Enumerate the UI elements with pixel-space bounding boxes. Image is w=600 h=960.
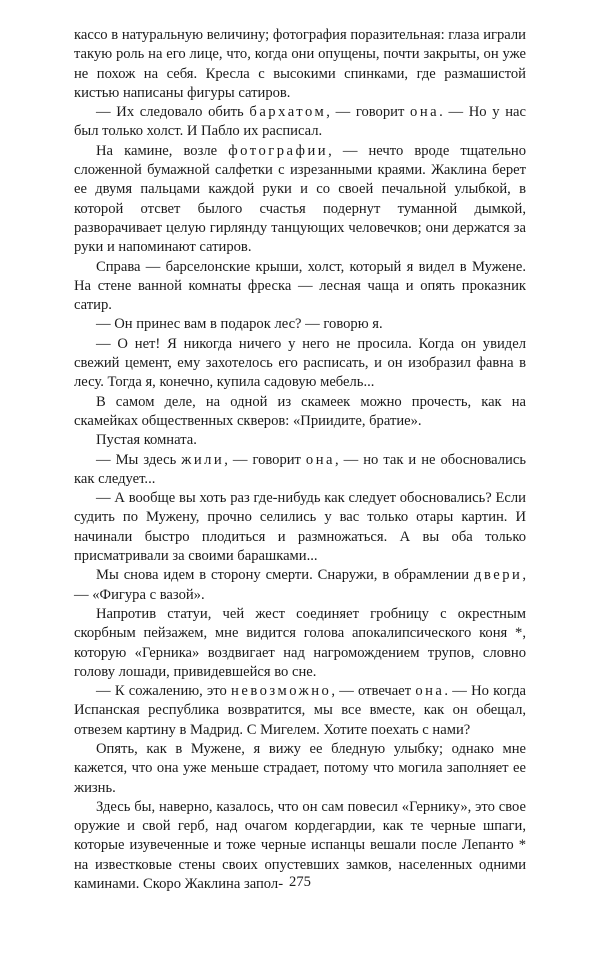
text-run: — Мы здесь <box>96 451 182 468</box>
page-text <box>74 26 526 894</box>
text-run: Опять, как в Мужене, я вижу ее бледную улыбку; однако мне кажется, что она уже меньше страдает, потому что могила заполняет ее жизнь. <box>74 740 526 796</box>
spaced-emphasis: бархатом <box>249 104 327 121</box>
paragraph <box>74 103 526 142</box>
text-run: , — говорит <box>326 104 411 121</box>
paragraph <box>74 335 526 393</box>
page-number: 275 <box>289 874 311 890</box>
paragraph <box>74 489 526 566</box>
paragraph <box>74 315 526 334</box>
spaced-emphasis: двери <box>474 567 523 584</box>
paragraph <box>74 566 526 605</box>
spaced-emphasis: она <box>305 451 336 468</box>
text-run: кассо в натуральную величину; фотография поразительная: глаза играли такую роль на его лице, что, когда они опущены, почти закрыты, он уже не похож на себя. Кресла с высокими спинками, где размашистой кистью написаны фигуры сатиров. <box>74 27 526 101</box>
text-run: Пустая комната. <box>96 432 197 449</box>
paragraph <box>74 26 526 103</box>
text-run: Напротив статуи, чей жест соединяет гробницу с окрестным скорбным пейзажем, мне видится голова апокалипсического коня *, которую «Герника» воздвигает над нагромождением трупов, словно голову лошади, привидевшейся во сне. <box>74 605 526 680</box>
text-run: , — отвечает <box>331 683 416 700</box>
text-run: — О нет! Я никогда ничего у него не просила. Когда он увидел свежий цемент, ему захотелось его расписать, и он изобразил фавна в лесу. Тогда я, конечно, купила садовую мебель... <box>74 335 526 391</box>
text-run: Мы снова идем в сторону смерти. Снаружи, в обрамлении <box>96 567 475 584</box>
paragraph <box>74 451 526 490</box>
text-run: Справа — барселонские крыши, холст, который я видел в Мужене. На стене ванной комнаты фреска — лесная чаща и опять проказник сатир. <box>74 258 526 314</box>
text-run: . — Но когда Испанская республика возвратится, мы все вместе, как он обещал, отвезем картину в Мадрид. С Мигелем. Хотите поехать с нами? <box>74 683 526 738</box>
text-run: . — Но у нас был только холст. И Пабло их расписал. <box>74 104 527 140</box>
text-run: Здесь бы, наверно, казалось, что он сам повесил «Гернику», это свое оружие и свой герб, над очагом кордегардии, как те черные шпаги, которые изувеченные и тоже черные испанцы вешали после Лепанто * на известковые стены своих опустевших замков, населенных одними каминами. Скоро Жаклина запол- <box>74 798 526 893</box>
text-run: — К сожалению, это <box>96 683 232 700</box>
spaced-emphasis: невозможно <box>231 683 332 700</box>
spaced-emphasis: она <box>410 104 440 121</box>
paragraph <box>74 393 526 432</box>
text-run: — А вообще вы хоть раз где-нибудь как следует обосновались? Если судить по Мужену, прочно селились у вас только отары картин. И начинали быстро плодиться и размножаться. А вы оба только присматривали за своими барашками... <box>74 490 526 565</box>
paragraph <box>74 431 526 450</box>
text-run: , — «Фигура с вазой». <box>74 567 526 603</box>
text-run: — Он принес вам в подарок лес? — говорю я. <box>96 316 383 333</box>
paragraph <box>74 682 526 740</box>
spaced-emphasis: жили <box>181 451 225 468</box>
text-run: , — но так и не обосновались как следует... <box>74 451 526 487</box>
text-run: — Их следовало обить <box>96 104 250 121</box>
paragraph <box>74 605 526 682</box>
text-run: , — говорит <box>224 451 306 468</box>
text-run: , — нечто вроде тщательно сложенной бумажной салфетки с изрезанными краями. Жаклина берет ее двумя пальцами каждой руки и со своей печальной улыбкой, в которой отсвет былого счастья подернут туманной дымкой, разворачивает целую гирлянду танцующих человечков; они держатся за руки и напоминают сатиров. <box>74 142 526 256</box>
text-run: В самом деле, на одной из скамеек можно прочесть, как на скамейках общественных скверов: «Приидите, братие». <box>74 393 526 429</box>
paragraph <box>74 740 526 798</box>
paragraph <box>74 258 526 316</box>
text-run: На камине, возле <box>96 142 229 159</box>
spaced-emphasis: фотографии <box>228 142 329 159</box>
paragraph <box>74 142 526 258</box>
spaced-emphasis: она <box>415 683 445 700</box>
